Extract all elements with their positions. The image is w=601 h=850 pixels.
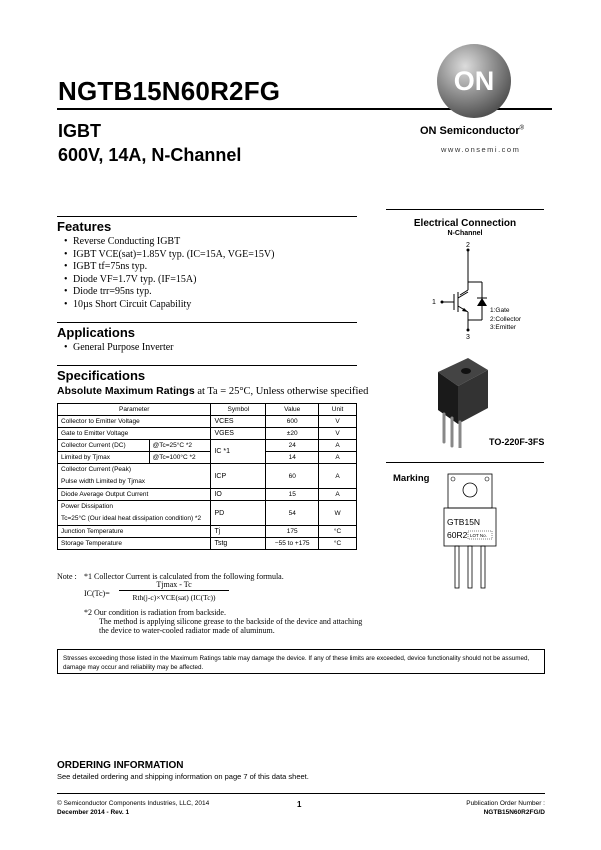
cell-value: −55 to +175 bbox=[266, 538, 319, 550]
note-2: *2 Our condition is radiation from backside. bbox=[84, 608, 226, 617]
publication-label: Publication Order Number : bbox=[466, 800, 545, 807]
device-rating: 600V, 14A, N-Channel bbox=[58, 145, 242, 165]
col-unit: Unit bbox=[319, 404, 357, 416]
stress-line-1: Stresses exceeding those listed in the Maximum Ratings table may damage the device. If any of these limits are exceeded, device functionality should not be assumed, bbox=[63, 655, 530, 662]
cell-unit: A bbox=[319, 452, 357, 464]
ordering-heading: ORDERING INFORMATION bbox=[57, 760, 184, 771]
pin-legend bbox=[490, 307, 521, 333]
cell-param: Storage Temperature bbox=[58, 538, 211, 550]
marking-line-1: GTB15N bbox=[447, 517, 481, 527]
ratings-table bbox=[57, 403, 357, 550]
specifications-heading: Specifications bbox=[57, 368, 146, 383]
cell-unit: V bbox=[319, 416, 357, 428]
formula-bar bbox=[119, 590, 229, 591]
cell-value: ±20 bbox=[266, 428, 319, 440]
cell-value: 54 bbox=[266, 501, 319, 526]
cell-condition: @Tc=25°C *2 bbox=[149, 440, 211, 452]
logo-text: ON bbox=[453, 66, 495, 96]
note-2-line2: The method is applying silicone grease to the backside of the device and attaching bbox=[99, 617, 363, 626]
cell-value: 60 bbox=[266, 464, 319, 489]
website-link[interactable]: www.onsemi.com bbox=[441, 145, 521, 154]
table-header-row bbox=[58, 404, 357, 416]
cell-unit: °C bbox=[319, 526, 357, 538]
pin-legend-gate: 1:Gate bbox=[490, 307, 510, 314]
cell-value: 14 bbox=[266, 452, 319, 464]
marking-diagram bbox=[440, 470, 500, 590]
list-item: • IGBT VCE(sat)=1.85V typ. (IC=15A, VGE=15V) bbox=[64, 249, 274, 262]
cell-param: Limited by Tjmax bbox=[58, 452, 150, 464]
cell-unit: W bbox=[319, 501, 357, 526]
marking-heading: Marking bbox=[393, 473, 430, 484]
list-item: • Reverse Conducting IGBT bbox=[64, 236, 274, 249]
pin-3-number: 3 bbox=[466, 334, 470, 340]
marking-line-2: 60R2 bbox=[447, 530, 468, 540]
formula-numerator: Tjmax - Tc bbox=[156, 580, 192, 589]
cell-param: Junction Temperature bbox=[58, 526, 211, 538]
cell-symbol: ICP bbox=[211, 464, 266, 489]
package-label: TO-220F-3FS bbox=[489, 437, 545, 447]
cell-value: 24 bbox=[266, 440, 319, 452]
lot-number-label: LOT No. bbox=[470, 533, 487, 538]
cell-param: Gate to Emitter Voltage bbox=[58, 428, 211, 440]
to220-package-image bbox=[430, 352, 500, 448]
table-row bbox=[58, 428, 357, 440]
table-row bbox=[58, 489, 357, 501]
col-parameter: Parameter bbox=[58, 404, 211, 416]
table-row bbox=[58, 526, 357, 538]
ordering-text: See detailed ordering and shipping information on page 7 of this data sheet. bbox=[57, 772, 309, 781]
brand-name: ON Semiconductor® bbox=[420, 125, 525, 137]
table-row bbox=[58, 501, 357, 526]
cell-value: 15 bbox=[266, 489, 319, 501]
absolute-max-caption: Absolute Maximum Ratings at Ta = 25°C, Unless otherwise specified bbox=[57, 385, 369, 397]
cell-symbol: PD bbox=[211, 501, 266, 526]
specifications-divider bbox=[57, 365, 357, 366]
formula-denominator: Rth(j-c)×VCE(sat) (IC(Tc)) bbox=[132, 593, 216, 602]
note-label: Note : bbox=[57, 572, 77, 581]
features-divider bbox=[57, 216, 357, 217]
cell-param: Collector to Emitter Voltage bbox=[58, 416, 211, 428]
cell-unit: °C bbox=[319, 538, 357, 550]
revision-date: December 2014 - Rev. 1 bbox=[57, 809, 130, 816]
list-item: • Diode trr=95ns typ. bbox=[64, 286, 274, 299]
device-type: IGBT bbox=[58, 121, 101, 141]
pin-legend-collector: 2:Collector bbox=[490, 315, 522, 323]
list-item: • 10µs Short Circuit Capability bbox=[64, 299, 274, 312]
copyright: © Semiconductor Components Industries, LLC, 2014 bbox=[57, 800, 210, 807]
table-row bbox=[58, 538, 357, 550]
table-row bbox=[58, 440, 357, 452]
cell-symbol: Tj bbox=[211, 526, 266, 538]
cell-value: 175 bbox=[266, 526, 319, 538]
publication-number: NGTB15N60R2FG/D bbox=[483, 809, 545, 816]
formula-lhs: IC(Tc)= bbox=[84, 589, 110, 598]
cell-unit: V bbox=[319, 428, 357, 440]
list-item: • IGBT tf=75ns typ. bbox=[64, 261, 274, 274]
col-value: Value bbox=[266, 404, 319, 416]
part-number: NGTB15N60R2FG bbox=[58, 76, 281, 106]
table-row bbox=[58, 464, 357, 489]
cell-param: Power Dissipation Tc=25°C (Our ideal heat dissipation condition) *2 bbox=[58, 501, 211, 526]
cell-param: Collector Current (Peak) Pulse width Limited by Tjmax bbox=[58, 464, 211, 489]
channel-type: N-Channel bbox=[447, 230, 483, 237]
cell-condition: @Tc=100°C *2 bbox=[149, 452, 211, 464]
features-heading: Features bbox=[57, 219, 112, 234]
applications-list bbox=[64, 342, 174, 355]
cell-unit: A bbox=[319, 440, 357, 452]
pin-2-number: 2 bbox=[466, 242, 470, 249]
electrical-divider bbox=[386, 209, 544, 210]
note-1: *1 Collector Current is calculated from the following formula. bbox=[84, 572, 284, 581]
pin-1-number: 1 bbox=[432, 299, 436, 306]
cell-unit: A bbox=[319, 489, 357, 501]
on-semiconductor-logo bbox=[436, 43, 512, 119]
cell-symbol: VCES bbox=[211, 416, 266, 428]
cell-param: Collector Current (DC) bbox=[58, 440, 150, 452]
col-symbol: Symbol bbox=[211, 404, 266, 416]
applications-heading: Applications bbox=[57, 325, 136, 340]
list-item: • Diode VF=1.7V typ. (IF=15A) bbox=[64, 274, 274, 287]
cell-symbol: IO bbox=[211, 489, 266, 501]
features-list bbox=[64, 236, 274, 311]
note-2-line3: the device to water-cooled radiator made of aluminum. bbox=[99, 626, 275, 635]
marking-divider bbox=[386, 462, 544, 463]
cell-unit: A bbox=[319, 464, 357, 489]
table-row bbox=[58, 452, 357, 464]
page-number: 1 bbox=[297, 800, 302, 809]
pin-legend-emitter: 3:Emitter bbox=[490, 324, 517, 331]
cell-symbol: IC *1 bbox=[211, 440, 266, 464]
cell-symbol: VGES bbox=[211, 428, 266, 440]
cell-symbol: Tstg bbox=[211, 538, 266, 550]
cell-param: Diode Average Output Current bbox=[58, 489, 211, 501]
list-item: • General Purpose Inverter bbox=[64, 342, 174, 355]
table-row bbox=[58, 416, 357, 428]
footer-divider bbox=[57, 793, 545, 794]
stress-notice bbox=[57, 649, 545, 674]
stress-line-2: damage may occur and reliability may be affected. bbox=[63, 664, 204, 671]
electrical-connection-title: Electrical Connection bbox=[413, 218, 517, 229]
applications-divider bbox=[57, 322, 357, 323]
cell-value: 600 bbox=[266, 416, 319, 428]
